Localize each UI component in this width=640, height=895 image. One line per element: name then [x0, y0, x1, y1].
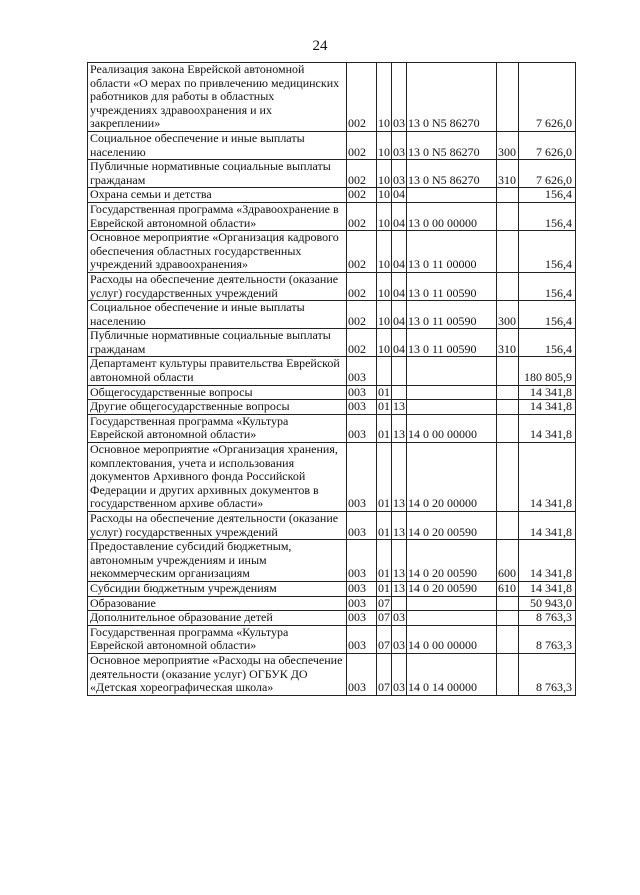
table-row [88, 611, 576, 626]
expense-type-code [497, 400, 519, 415]
amount: 14 341,8 [519, 443, 576, 512]
ministry-code: 003 [347, 581, 377, 596]
expense-type-code: 310 [497, 160, 519, 188]
target-article-code: 13 0 11 00590 [407, 329, 497, 357]
table-row [88, 400, 576, 415]
target-article-code: 14 0 00 00000 [407, 625, 497, 653]
expense-type-code [497, 357, 519, 385]
target-article-code: 14 0 20 00590 [407, 512, 497, 540]
ministry-code: 003 [347, 385, 377, 400]
ministry-code: 003 [347, 357, 377, 385]
subsection-code [392, 357, 407, 385]
subsection-code: 13 [393, 399, 405, 414]
amount: 14 341,8 [519, 400, 576, 415]
target-article-code [407, 611, 497, 626]
page-number: 24 [312, 38, 328, 54]
expense-type-code: 300 [497, 131, 519, 159]
section-code: 07 [377, 625, 392, 653]
ministry-code: 003 [347, 540, 377, 582]
ministry-code: 003 [347, 443, 377, 512]
ministry-code: 002 [347, 272, 377, 300]
section-code: 01 [377, 443, 392, 512]
table-row [88, 512, 576, 540]
expense-type-code [497, 611, 519, 626]
target-article-code: 14 0 14 00000 [407, 653, 497, 695]
ministry-code: 003 [347, 596, 377, 611]
target-article-code: 13 0 N5 86270 [407, 160, 497, 188]
subsection-code: 03 [392, 625, 407, 653]
target-article-code [407, 385, 497, 400]
table-row [88, 329, 576, 357]
table-row [88, 301, 576, 329]
target-article-code: 14 0 20 00590 [407, 540, 497, 582]
row-name: Реализация закона Еврейской автономной области «О мерах по привлечению медицинских работников для работы в областных учреждениях здравоохранения и их закреплении» [88, 63, 347, 132]
amount: 14 341,8 [519, 540, 576, 582]
section-code [377, 357, 392, 385]
section-code: 07 [378, 610, 390, 625]
target-article-code [407, 400, 497, 415]
expense-type-code [497, 443, 519, 512]
expense-type-code [497, 272, 519, 300]
ministry-code: 002 [347, 231, 377, 273]
subsection-code: 13 [392, 414, 407, 442]
section-code: 10 [377, 231, 392, 273]
section-code: 10 [377, 301, 392, 329]
section-code: 10 [378, 187, 390, 202]
row-name: Дополнительное образование детей [88, 611, 347, 626]
amount: 180 805,9 [519, 357, 576, 385]
table-row [88, 188, 576, 203]
table-row [88, 443, 576, 512]
row-name: Государственная программа «Культура Еврейской автономной области» [88, 625, 347, 653]
target-article-code: 14 0 00 00000 [407, 414, 497, 442]
section-code: 01 [378, 399, 390, 414]
amount: 7 626,0 [519, 160, 576, 188]
expense-type-code [497, 596, 519, 611]
budget-table [87, 62, 576, 696]
table-row [88, 202, 576, 230]
subsection-code: 04 [392, 231, 407, 273]
ministry-code: 003 [347, 414, 377, 442]
amount: 8 763,3 [519, 653, 576, 695]
amount: 156,4 [519, 301, 576, 329]
expense-type-code [497, 63, 519, 132]
subsection-code: 03 [392, 653, 407, 695]
subsection-code [392, 385, 407, 400]
row-name: Субсидии бюджетным учреждениям [88, 581, 347, 596]
expense-type-code: 300 [497, 301, 519, 329]
row-name: Государственная программа «Культура Еврейской автономной области» [88, 414, 347, 442]
section-code: 07 [377, 653, 392, 695]
section-code: 01 [378, 581, 390, 595]
amount: 156,4 [519, 272, 576, 300]
ministry-code: 002 [347, 131, 377, 159]
section-code: 01 [377, 540, 392, 582]
expense-type-code [497, 625, 519, 653]
ministry-code: 002 [347, 188, 377, 203]
table-row [88, 653, 576, 695]
subsection-code: 13 [393, 581, 405, 595]
amount: 50 943,0 [519, 596, 576, 611]
amount: 156,4 [519, 231, 576, 273]
subsection-code: 03 [393, 610, 405, 625]
subsection-code: 03 [392, 160, 407, 188]
amount: 156,4 [519, 188, 576, 203]
target-article-code: 14 0 20 00000 [407, 443, 497, 512]
amount: 7 626,0 [519, 63, 576, 132]
ministry-code: 003 [347, 611, 377, 626]
subsection-code [392, 596, 407, 611]
section-code: 10 [377, 63, 392, 132]
row-name: Социальное обеспечение и иные выплаты населению [88, 131, 347, 159]
expense-type-code: 310 [497, 329, 519, 357]
row-name: Публичные нормативные социальные выплаты гражданам [88, 329, 347, 357]
amount: 14 341,8 [519, 512, 576, 540]
section-code: 10 [377, 202, 392, 230]
section-code: 10 [377, 131, 392, 159]
subsection-code: 04 [392, 272, 407, 300]
target-article-code: 13 0 11 00590 [407, 272, 497, 300]
ministry-code: 003 [347, 400, 377, 415]
subsection-code: 13 [392, 540, 407, 582]
target-article-code: 13 0 11 00590 [407, 301, 497, 329]
section-code: 07 [378, 596, 390, 610]
ministry-code: 003 [347, 625, 377, 653]
subsection-code: 13 [392, 512, 407, 540]
subsection-code: 04 [392, 202, 407, 230]
expense-type-code [497, 385, 519, 400]
ministry-code: 002 [347, 329, 377, 357]
table-row [88, 63, 576, 132]
ministry-code: 002 [347, 160, 377, 188]
table-row [88, 540, 576, 582]
target-article-code: 13 0 11 00000 [407, 231, 497, 273]
table-row [88, 231, 576, 273]
expense-type-code [497, 188, 519, 203]
table-row [88, 414, 576, 442]
section-code: 01 [377, 414, 392, 442]
table-row [88, 596, 576, 611]
target-article-code [407, 596, 497, 611]
target-article-code [407, 357, 497, 385]
subsection-code: 13 [392, 443, 407, 512]
table-row [88, 131, 576, 159]
row-name: Образование [88, 596, 347, 611]
ministry-code: 003 [347, 653, 377, 695]
table-row [88, 625, 576, 653]
section-code: 10 [377, 272, 392, 300]
row-name: Охрана семьи и детства [88, 188, 347, 203]
expense-type-code [497, 231, 519, 273]
subsection-code: 03 [392, 131, 407, 159]
table-row [88, 272, 576, 300]
row-name: Социальное обеспечение и иные выплаты населению [88, 301, 347, 329]
row-name: Основное мероприятие «Расходы на обеспечение деятельности (оказание услуг) ОГБУК ДО «Детская хореографическая школа» [88, 653, 347, 695]
row-name: Публичные нормативные социальные выплаты гражданам [88, 160, 347, 188]
target-article-code: 14 0 20 00590 [407, 581, 497, 596]
table-row [88, 160, 576, 188]
target-article-code: 13 0 00 00000 [407, 202, 497, 230]
row-name: Основное мероприятие «Организация кадрового обеспечения областных государственных учреждений здравоохранения» [88, 231, 347, 273]
amount: 8 763,3 [519, 611, 576, 626]
expense-type-code [497, 653, 519, 695]
table-row [88, 357, 576, 385]
subsection-code: 04 [393, 187, 405, 202]
amount: 8 763,3 [519, 625, 576, 653]
target-article-code: 13 0 N5 86270 [407, 63, 497, 132]
row-name: Расходы на обеспечение деятельности (оказание услуг) государственных учреждений [88, 512, 347, 540]
section-code: 01 [378, 385, 390, 399]
expense-type-code: 610 [497, 581, 519, 596]
amount: 156,4 [519, 329, 576, 357]
amount: 14 341,8 [519, 581, 576, 596]
ministry-code: 002 [347, 202, 377, 230]
amount: 14 341,8 [519, 414, 576, 442]
amount: 156,4 [519, 202, 576, 230]
target-article-code [407, 188, 497, 203]
section-code: 10 [377, 160, 392, 188]
section-code: 01 [377, 512, 392, 540]
row-name: Расходы на обеспечение деятельности (оказание услуг) государственных учреждений [88, 272, 347, 300]
table-row [88, 581, 576, 596]
row-name: Основное мероприятие «Организация хранения, комплектования, учета и использования документов Архивного фонда Российской Федерации и других архивных документов в государственном архиве области» [88, 443, 347, 512]
expense-type-code [497, 202, 519, 230]
target-article-code: 13 0 N5 86270 [407, 131, 497, 159]
table-row [88, 385, 576, 400]
expense-type-code [497, 414, 519, 442]
subsection-code: 03 [392, 63, 407, 132]
expense-type-code [497, 512, 519, 540]
row-name: Департамент культуры правительства Еврейской автономной области [88, 357, 347, 385]
section-code: 10 [377, 329, 392, 357]
ministry-code: 002 [347, 301, 377, 329]
subsection-code: 04 [392, 301, 407, 329]
subsection-code: 04 [392, 329, 407, 357]
row-name: Общегосударственные вопросы [88, 385, 347, 400]
row-name: Предоставление субсидий бюджетным, автономным учреждениям и иным некоммерческим организациям [88, 540, 347, 582]
row-name: Государственная программа «Здравоохранение в Еврейской автономной области» [88, 202, 347, 230]
amount: 7 626,0 [519, 131, 576, 159]
expense-type-code: 600 [497, 540, 519, 582]
ministry-code: 003 [347, 512, 377, 540]
ministry-code: 002 [347, 63, 377, 132]
row-name: Другие общегосударственные вопросы [88, 400, 347, 415]
amount: 14 341,8 [519, 385, 576, 400]
